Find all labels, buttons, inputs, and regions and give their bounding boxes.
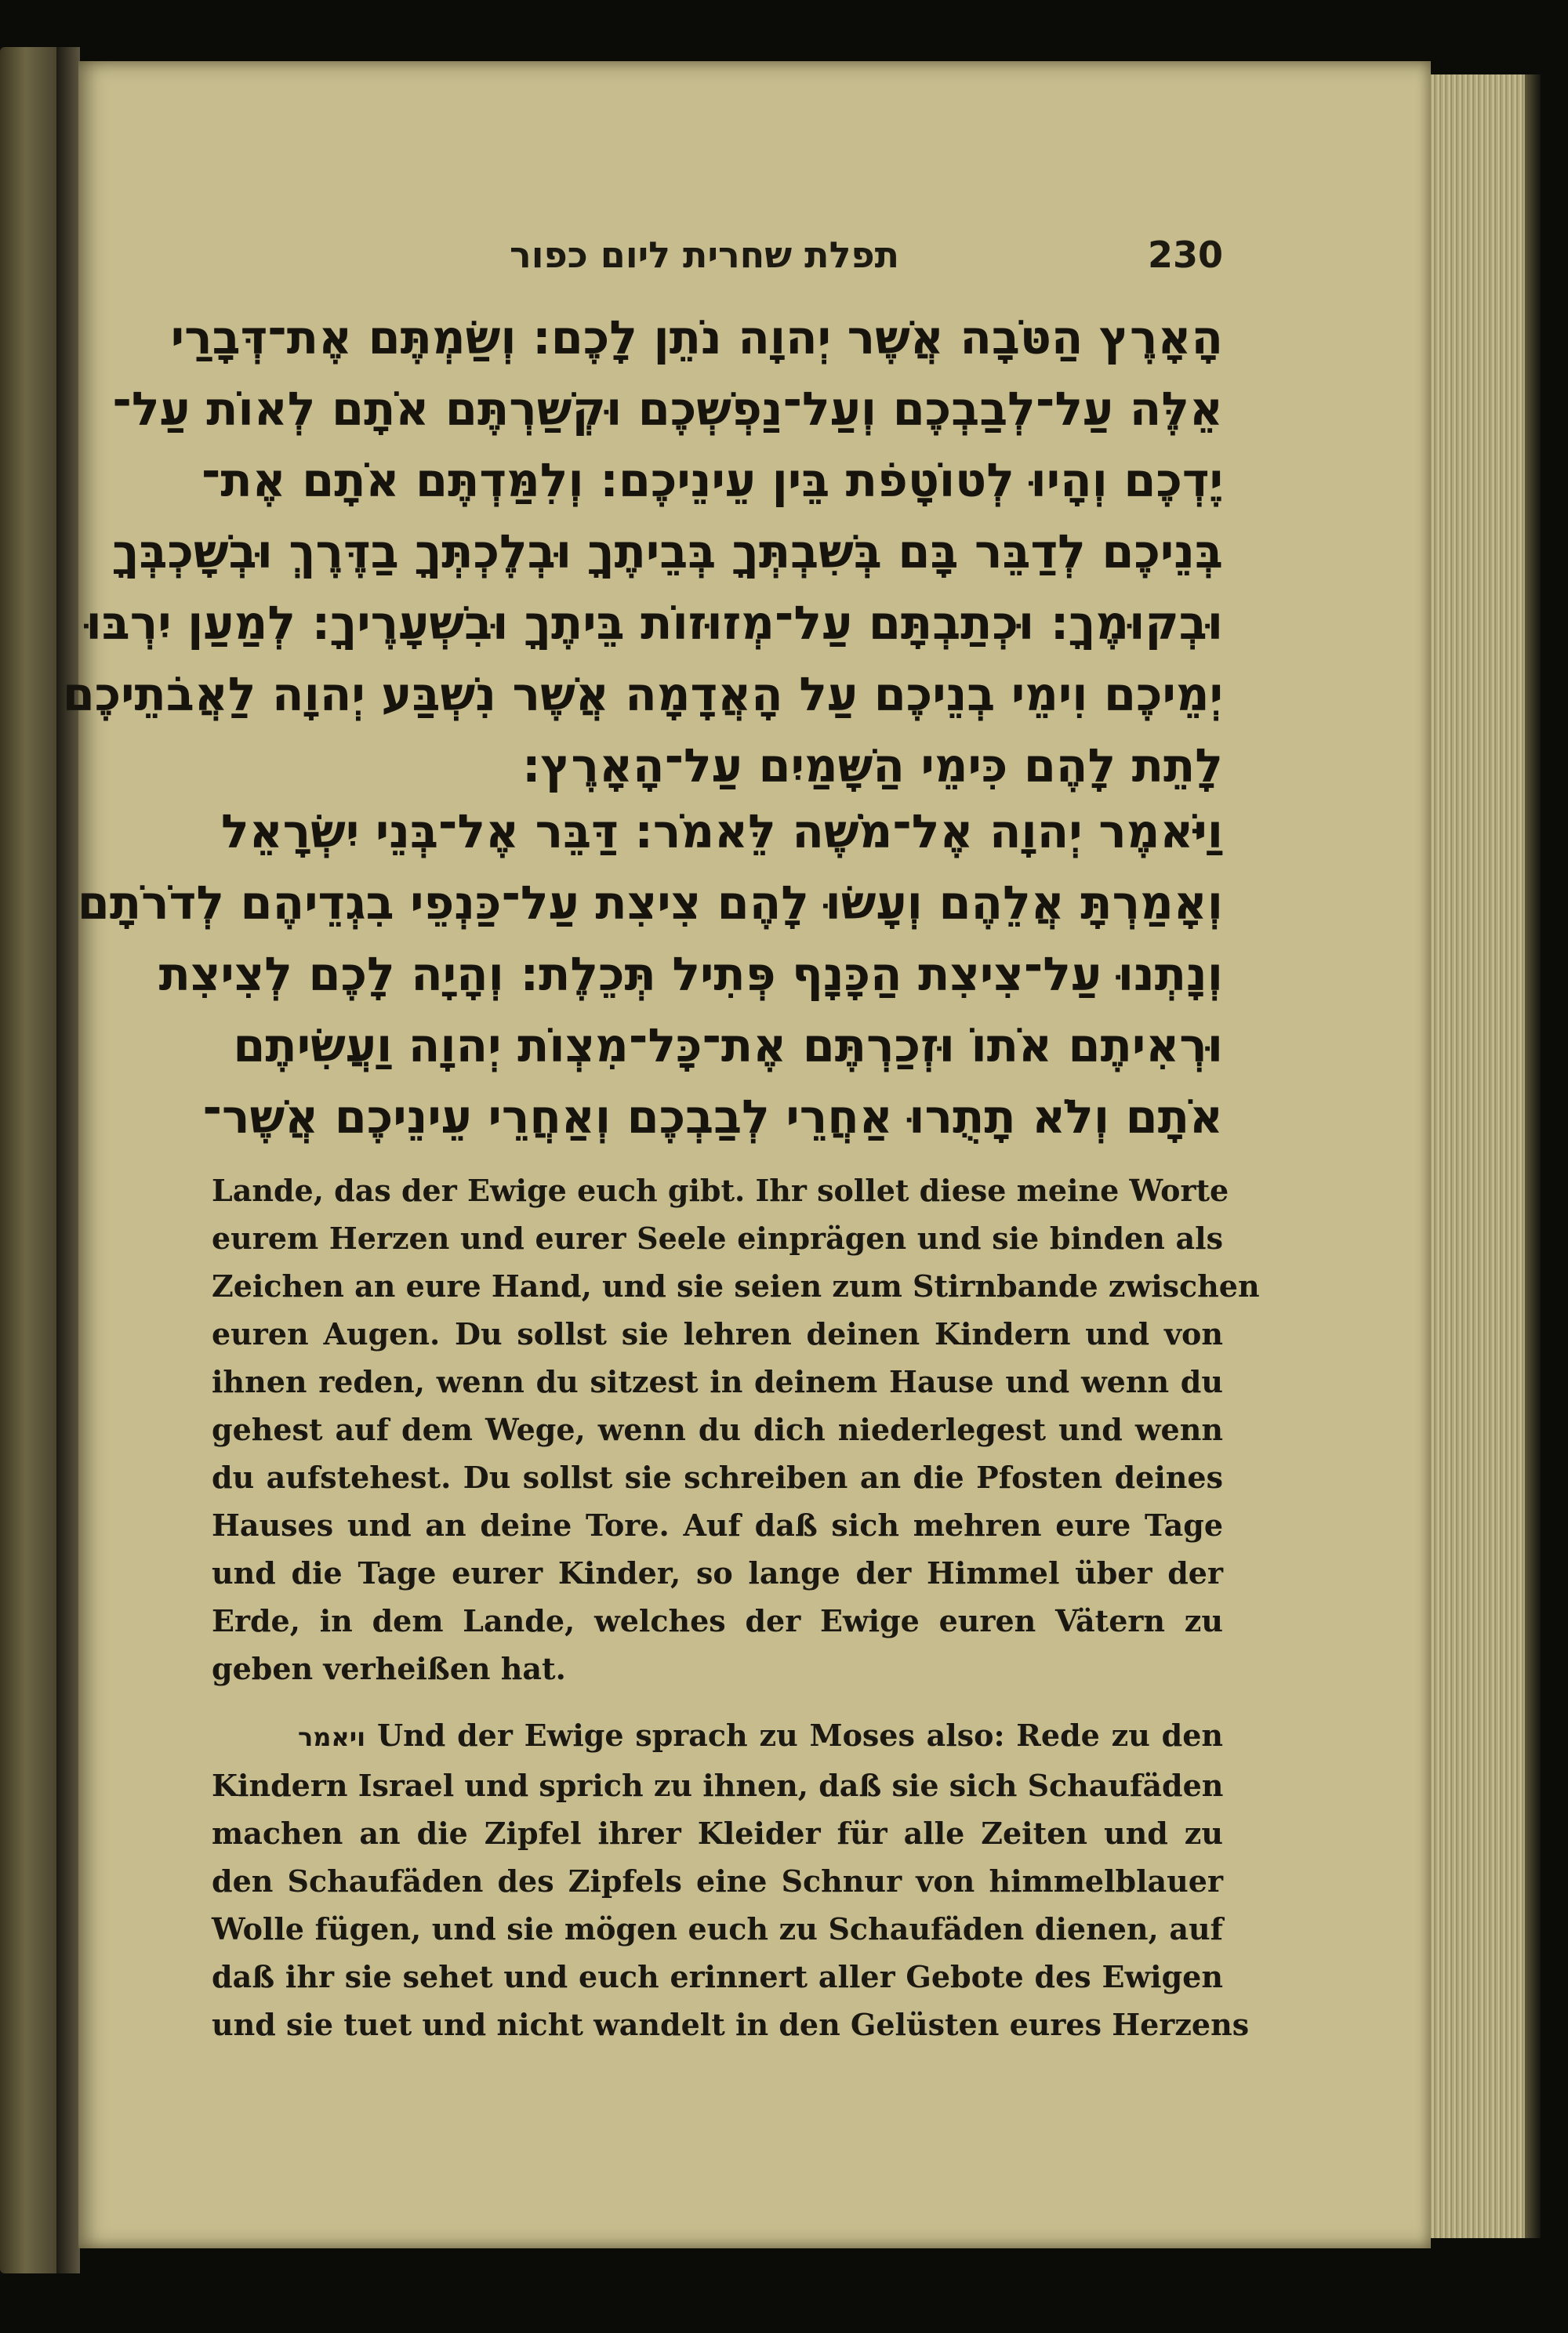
- hebrew-paragraph-1: [62, 302, 1223, 801]
- hebrew-line: וּרְאִיתֶם אֹתוֹ וּזְכַרְתֶּם אֶת־כָּל־מִצְוֹת יְהוָה וַעֲשִׂיתֶם: [233, 1018, 1223, 1072]
- page-stack-edges: [1431, 74, 1525, 2238]
- hebrew-line: וְנָתְנוּ עַל־צִיצִת הַכָּנָף פְּתִיל תְּכֵלֶת: וְהָיָה לָכֶם לְצִיצִת: [158, 947, 1223, 1001]
- running-title: תפלת שחרית ליום כפור: [510, 234, 900, 276]
- german-paragraph-1: [212, 1166, 1260, 1693]
- page-number: 230: [1147, 234, 1223, 276]
- german-line: Kindern Israel und sprich zu ihnen, daß sie sich Schaufäden: [212, 1768, 1224, 1803]
- german-line: und sie tuet und nicht wandelt in den Gelüsten eures Herzens: [212, 2007, 1250, 2042]
- page-stack-shadow: [1525, 74, 1541, 2238]
- hebrew-line: וְאָמַרְתָּ אֲלֵהֶם וְעָשׂוּ לָהֶם צִיצִת עַל־כַּנְפֵי בִגְדֵיהֶם לְדֹרֹתָם: [77, 876, 1223, 930]
- left-page-edge: [0, 47, 56, 2273]
- german-line: ihnen reden, wenn du sitzest in deinem Hause und wenn du: [212, 1364, 1223, 1399]
- hebrew-line: אֹתָם וְלֹא תָתֻרוּ אַחֲרֵי לְבַבְכֶם וְאַחֲרֵי עֵינֵיכֶם אֲשֶׁר־: [202, 1090, 1223, 1144]
- hebrew-marker: ויאמר: [298, 1722, 366, 1752]
- hebrew-line: בְּנֵיכֶם לְדַבֵּר בָּם בְּשִׁבְתְּךָ בְּבֵיתֶךָ וּבְלֶכְתְּךָ בַדֶּרֶךְ וּבְשָׁכְבְּךָ: [112, 524, 1223, 579]
- german-line: Wolle fügen, und sie mögen euch zu Schaufäden dienen, auf: [212, 1911, 1223, 1947]
- book-gutter: [56, 47, 80, 2273]
- german-line-first-text: Und der Ewige sprach zu Moses also: Rede zu den: [376, 1718, 1224, 1753]
- german-line-first: [212, 1711, 1223, 1762]
- hebrew-line: יְמֵיכֶם וִימֵי בְנֵיכֶם עַל הָאֲדָמָה אֲשֶׁר נִשְׁבַּע יְהוָה לַאֲבֹתֵיכֶם: [62, 667, 1223, 721]
- german-line: Zeichen an eure Hand, und sie seien zum Stirnbande zwischen: [212, 1268, 1260, 1304]
- german-line: machen an die Zipfel ihrer Kleider für alle Zeiten und zu: [212, 1816, 1223, 1851]
- german-line: geben verheißen hat.: [212, 1651, 566, 1686]
- hebrew-line: וּבְקוּמֶךָ: וּכְתַבְתָּם עַל־מְזוּזוֹת בֵּיתֶךָ וּבִשְׁעָרֶיךָ: לְמַעַן יִרְבּוּ: [85, 596, 1223, 650]
- hebrew-paragraph-2: [77, 796, 1223, 1152]
- german-line: Hauses und an deine Tore. Auf daß sich mehren eure Tage: [212, 1508, 1223, 1543]
- german-line: eurem Herzen und eurer Seele einprägen und sie binden als: [212, 1221, 1223, 1256]
- german-line: euren Augen. Du sollst sie lehren deinen Kindern und von: [212, 1316, 1223, 1352]
- german-line: Lande, das der Ewige euch gibt. Ihr sollet diese meine Worte: [212, 1173, 1229, 1208]
- german-paragraph-2: [212, 1711, 1250, 2048]
- hebrew-line: וַיֹּאמֶר יְהוָה אֶל־מֹשֶׁה לֵּאמֹר: דַּבֵּר אֶל־בְּנֵי יִשְׂרָאֵל: [221, 804, 1223, 858]
- german-line: daß ihr sie sehet und euch erinnert aller Gebote des Ewigen: [212, 1959, 1223, 1994]
- hebrew-line: הָאָרֶץ הַטֹּבָה אֲשֶׁר יְהוָה נֹתֵן לָכֶם: וְשַׂמְתֶּם אֶת־דְּבָרַי: [170, 310, 1223, 365]
- hebrew-line: אֵלֶּה עַל־לְבַבְכֶם וְעַל־נַפְשְׁכֶם וּקְשַׁרְתֶּם אֹתָם לְאוֹת עַל־: [112, 382, 1223, 436]
- hebrew-line: יֶדְכֶם וְהָיוּ לְטוֹטָפֹת בֵּין עֵינֵיכֶם: וְלִמַּדְתֶּם אֹתָם אֶת־: [201, 453, 1223, 507]
- german-line: Erde, in dem Lande, welches der Ewige euren Vätern zu: [212, 1603, 1223, 1638]
- hebrew-line: לָתֵת לָהֶם כִּימֵי הַשָּׁמַיִם עַל־הָאָרֶץ:: [521, 738, 1223, 793]
- german-line: den Schaufäden des Zipfels eine Schnur von himmelblauer: [212, 1863, 1223, 1899]
- german-line: und die Tage eurer Kinder, so lange der Himmel über der: [212, 1555, 1223, 1591]
- page-header: [212, 227, 1223, 298]
- german-line: gehest auf dem Wege, wenn du dich niederlegest und wenn: [212, 1412, 1223, 1447]
- german-line: du aufstehest. Du sollst sie schreiben an die Pfosten deines: [212, 1460, 1223, 1495]
